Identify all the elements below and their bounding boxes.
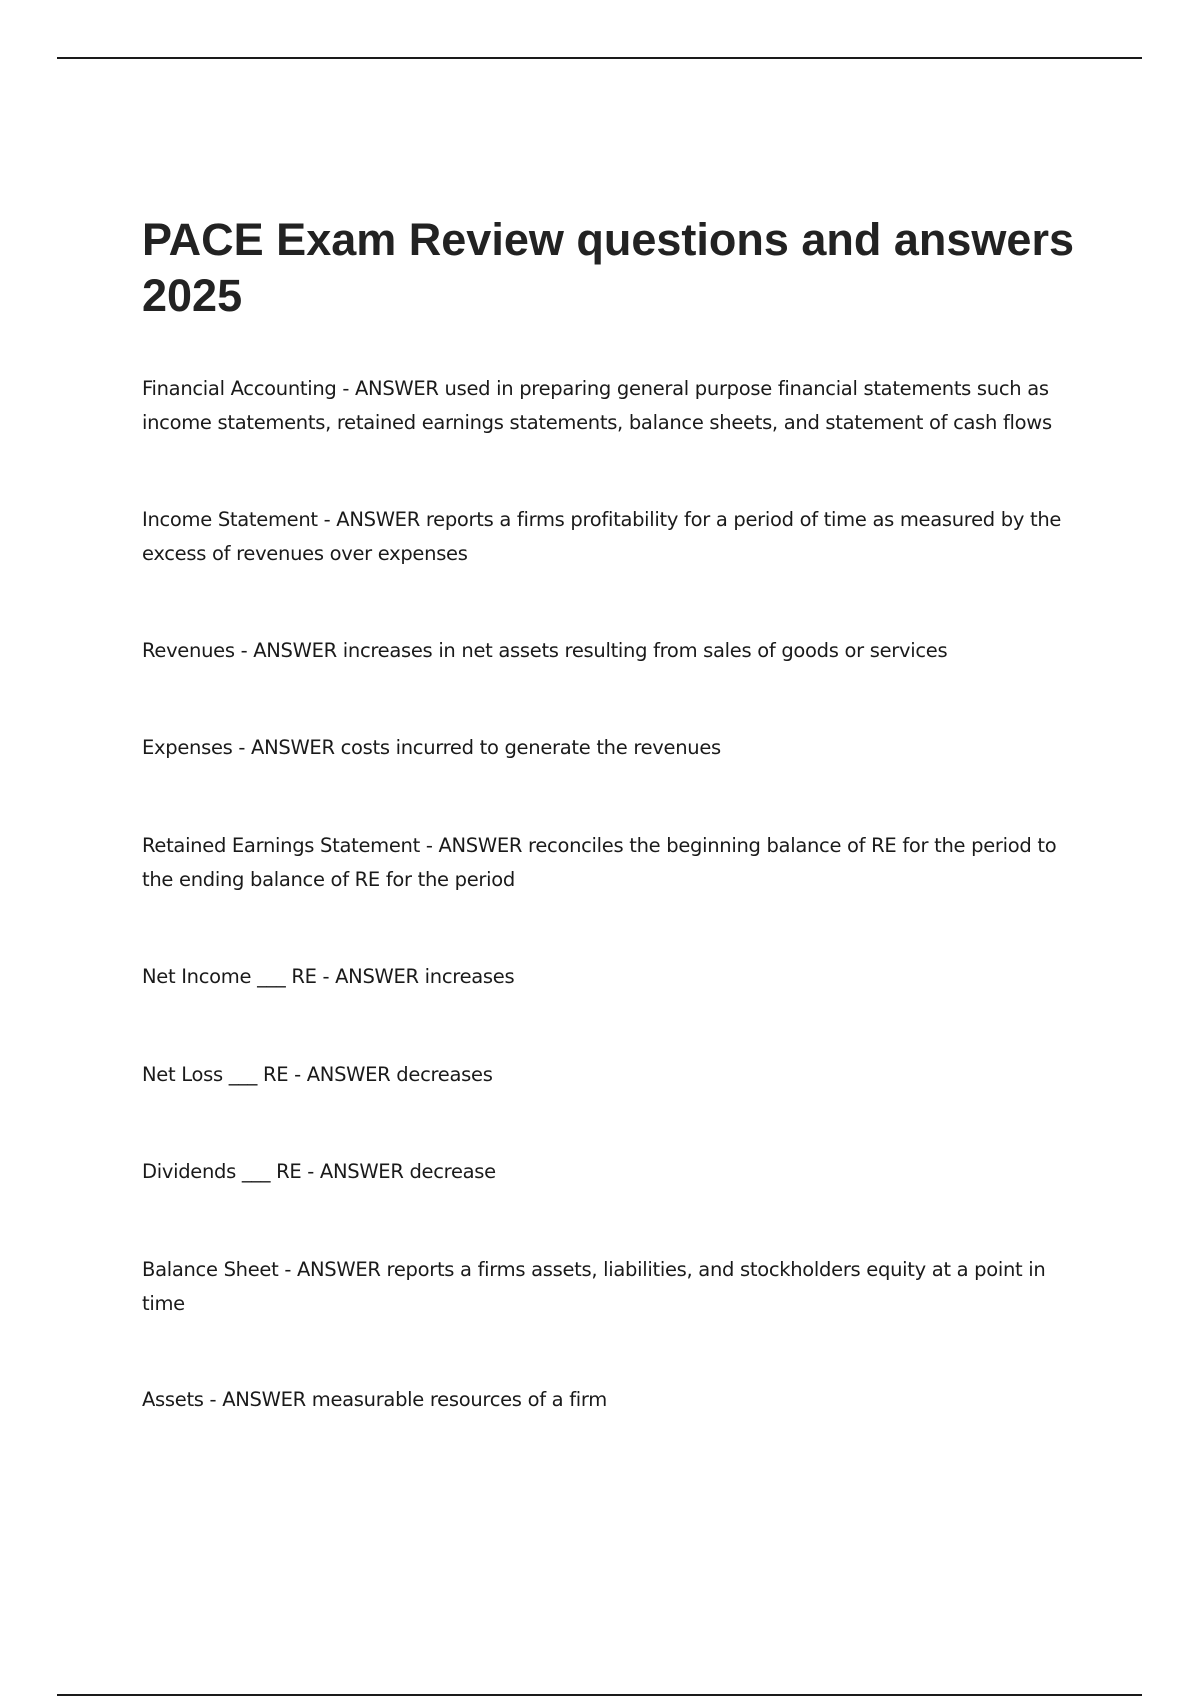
qa-item-assets: Assets - ANSWER measurable resources of a firm	[142, 1388, 607, 1411]
qa-item-revenues: Revenues - ANSWER increases in net assets resulting from sales of goods or services	[142, 639, 948, 662]
qa-item-expenses: Expenses - ANSWER costs incurred to generate the revenues	[142, 736, 721, 759]
page-title: PACE Exam Review questions and answers 2025	[142, 214, 1074, 321]
qa-item-net-income: Net Income ___ RE - ANSWER increases	[142, 965, 515, 988]
qa-item-income-statement: Income Statement - ANSWER reports a firms profitability for a period of time as measured by the excess of revenues over expenses	[142, 508, 1062, 565]
qa-item-dividends: Dividends ___ RE - ANSWER decrease	[142, 1160, 496, 1183]
qa-item-balance-sheet: Balance Sheet - ANSWER reports a firms assets, liabilities, and stockholders equity at a point in time	[142, 1258, 1046, 1315]
top-divider	[57, 57, 1142, 59]
qa-item-retained-earnings-statement: Retained Earnings Statement - ANSWER reconciles the beginning balance of RE for the period to the ending balance of RE for the period	[142, 834, 1057, 891]
qa-item-net-loss: Net Loss ___ RE - ANSWER decreases	[142, 1063, 493, 1086]
qa-item-financial-accounting: Financial Accounting - ANSWER used in preparing general purpose financial statements such as income statements, retained earnings statements, balance sheets, and statement of cash flows	[142, 377, 1052, 434]
bottom-divider	[57, 1694, 1142, 1696]
